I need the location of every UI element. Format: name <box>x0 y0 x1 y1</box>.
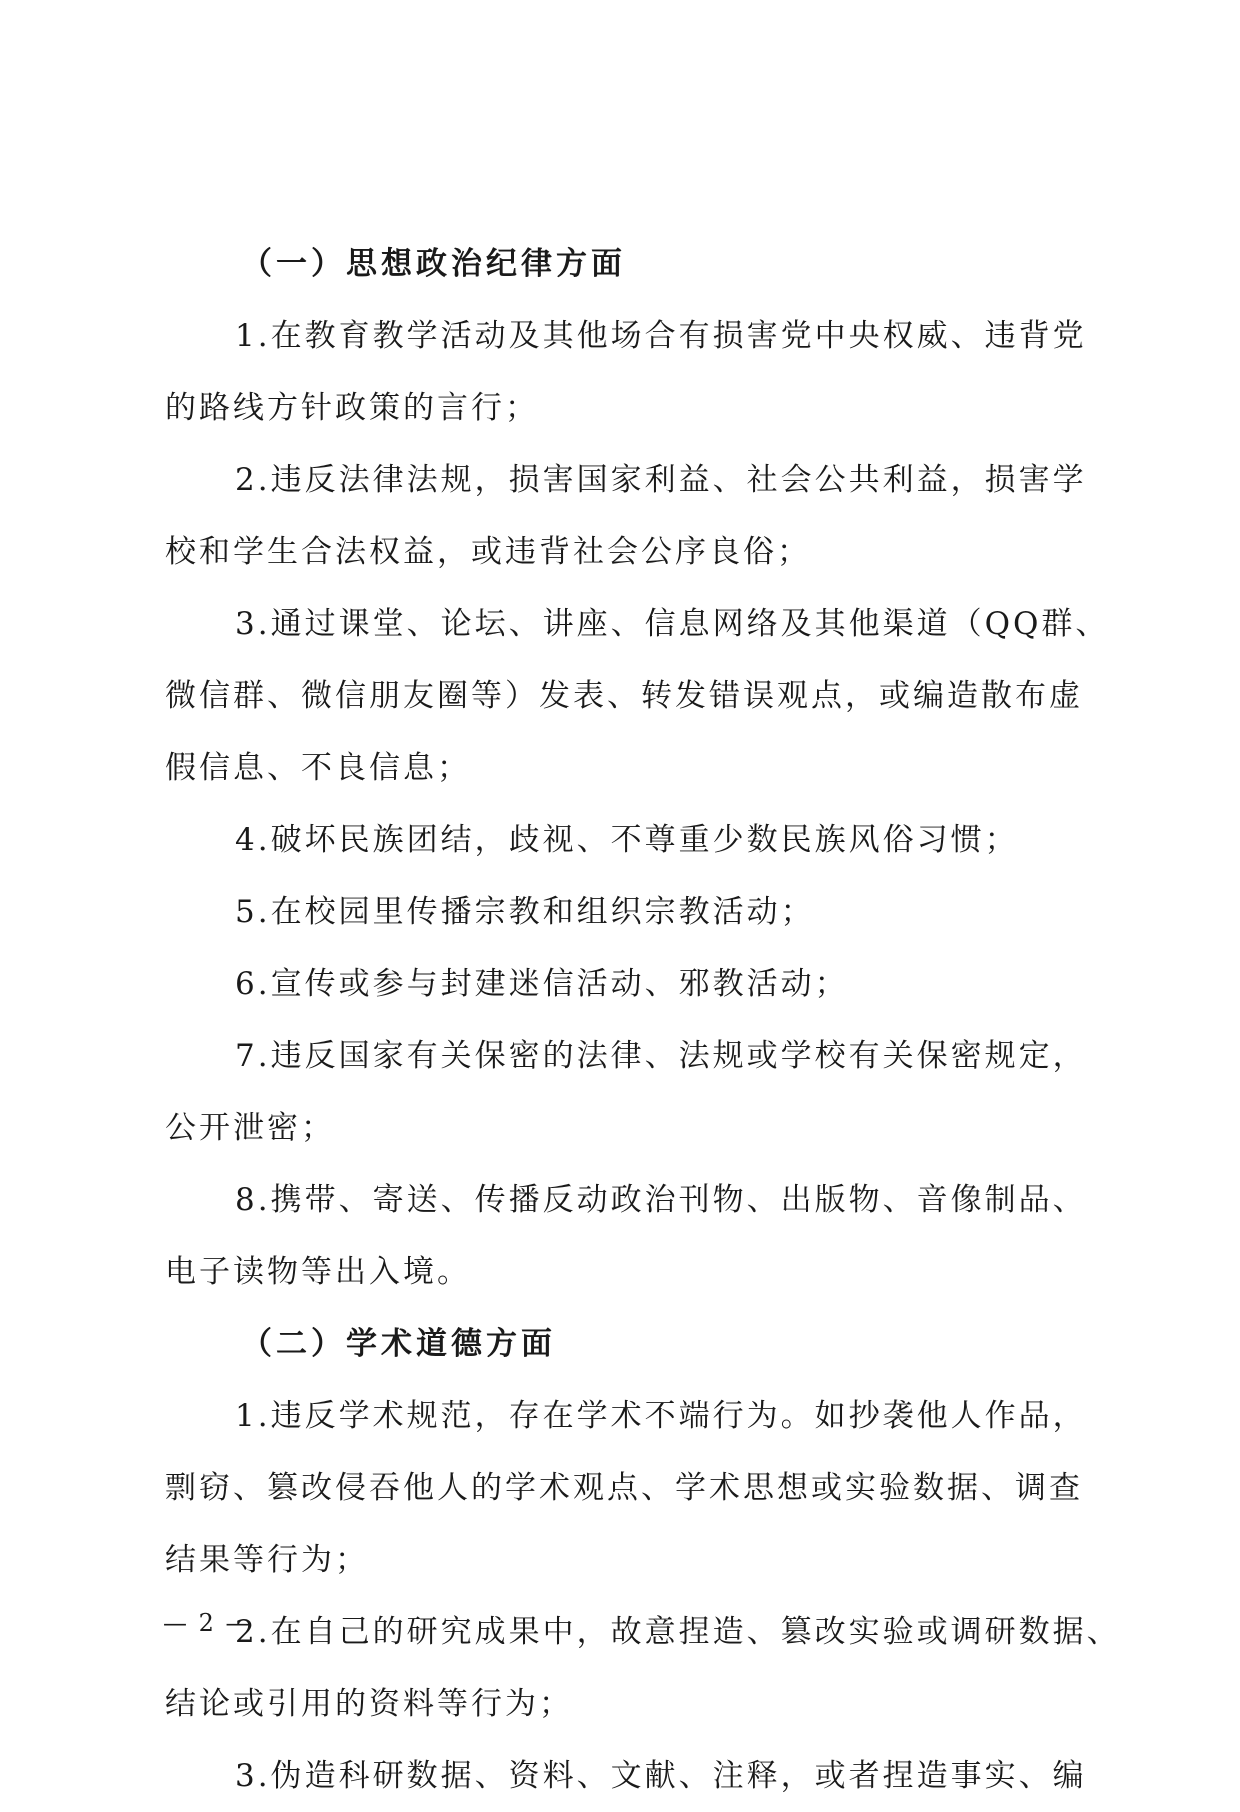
document-body <box>165 228 1121 1812</box>
s2-item2-line2: 结论或引用的资料等行为； <box>165 1686 573 1722</box>
s1-item2-line1: 2.违反法律法规，损害国家利益、社会公共利益，损害学 <box>235 462 1087 498</box>
s1-item4-line1: 4.破坏民族团结，歧视、不尊重少数民族风俗习惯； <box>235 822 1019 858</box>
s2-item1-line3: 结果等行为； <box>165 1542 369 1578</box>
s1-item3-line3: 假信息、不良信息； <box>165 750 471 786</box>
s1-item7-line1: 7.违反国家有关保密的法律、法规或学校有关保密规定， <box>235 1038 1087 1074</box>
s1-item5-line1: 5.在校园里传播宗教和组织宗教活动； <box>235 894 815 930</box>
section-heading-academic-ethics: （二）学术道德方面 <box>241 1326 556 1362</box>
s2-item3-line1: 3.伪造科研数据、资料、文献、注释，或者捏造事实、编 <box>235 1758 1087 1794</box>
s1-item1-line2: 的路线方针政策的言行； <box>165 390 539 426</box>
s2-item1-line1: 1.违反学术规范，存在学术不端行为。如抄袭他人作品， <box>235 1398 1087 1434</box>
page-number: — 2 — <box>163 1609 252 1637</box>
s1-item3-line2: 微信群、微信朋友圈等）发表、转发错误观点，或编造散布虚 <box>165 678 1083 714</box>
s2-item1-line2: 剽窃、篡改侵吞他人的学术观点、学术思想或实验数据、调查 <box>165 1470 1083 1506</box>
s2-item2-line1: 2.在自己的研究成果中，故意捏造、篡改实验或调研数据、 <box>235 1614 1121 1650</box>
s1-item8-line2: 电子读物等出入境。 <box>165 1254 471 1290</box>
s1-item1-line1: 1.在教育教学活动及其他场合有损害党中央权威、违背党 <box>235 318 1087 354</box>
s1-item8-line1: 8.携带、寄送、传播反动政治刊物、出版物、音像制品、 <box>235 1182 1087 1218</box>
section-heading-political-discipline: （一）思想政治纪律方面 <box>241 246 626 282</box>
s1-item2-line2: 校和学生合法权益，或违背社会公序良俗； <box>165 534 811 570</box>
s1-item3-line1: 3.通过课堂、论坛、讲座、信息网络及其他渠道（QQ群、 <box>235 606 1110 642</box>
s1-item6-line1: 6.宣传或参与封建迷信活动、邪教活动； <box>235 966 849 1002</box>
s1-item7-line2: 公开泄密； <box>165 1110 335 1146</box>
